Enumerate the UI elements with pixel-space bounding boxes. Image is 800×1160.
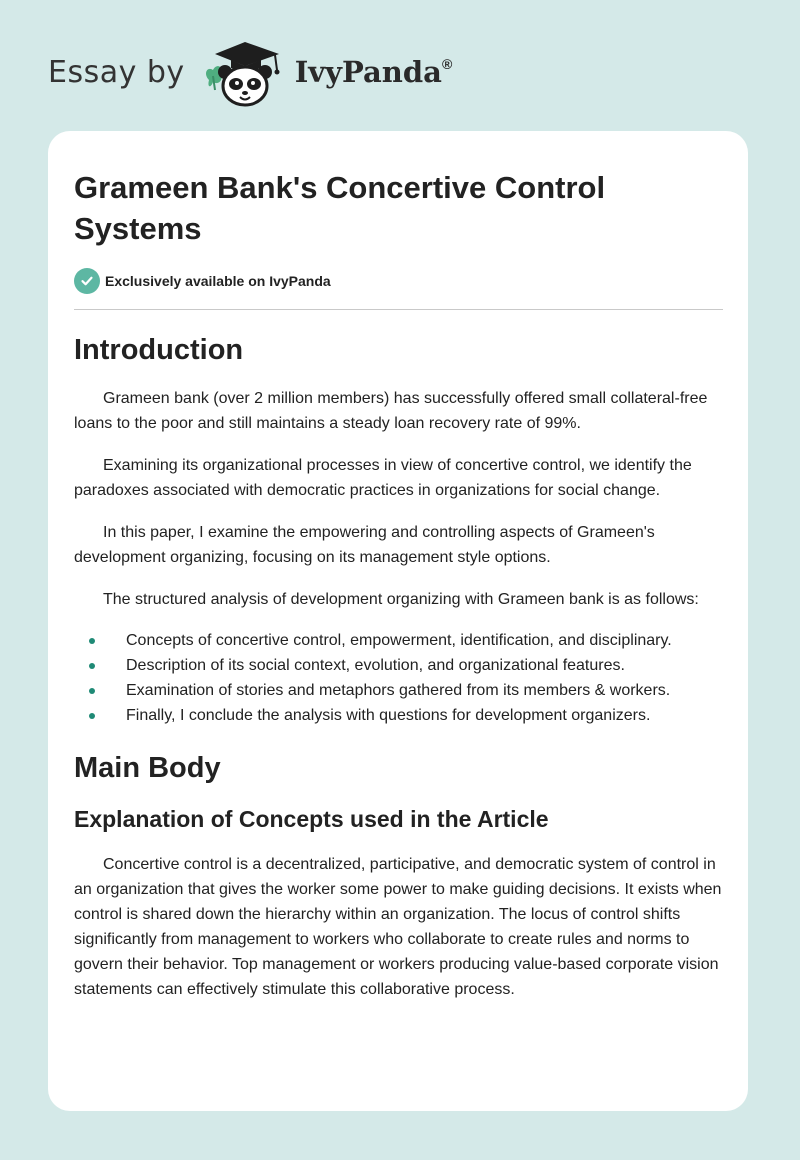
introduction-section (74, 332, 723, 728)
brand-name: IvyPanda (294, 55, 442, 89)
badge-label: Exclusively available on IvyPanda (105, 273, 331, 289)
brand-prefix: Essay by (48, 54, 185, 90)
paragraph: Grameen bank (over 2 million members) has successfully offered small collateral-free loans to the poor and still maintains a steady loan recovery rate of 99%. (74, 390, 708, 432)
section-heading-introduction: Introduction (74, 334, 244, 366)
article-card (48, 131, 748, 1111)
panda-logo-icon (199, 36, 291, 108)
paragraph: Concertive control is a decentralized, participative, and democratic system of control in an organization that gives the worker some power to make guiding decisions. It exists when control is shared down the hierarchy within an organization. The locus of control shifts significantly from management to workers who collaborate to create rules and norms to govern their behavior. Top management or workers producing value-based corporate vision statements can effectively stimulate this collaborative process. (74, 856, 722, 998)
list-item: Concepts of concertive control, empowerment, identification, and disciplinary. (74, 628, 723, 653)
bullet-list (74, 628, 723, 728)
paragraph: Examining its organizational processes in view of concertive control, we identify the paradoxes associated with democratic practices in organizations for social change. (74, 457, 692, 499)
registered-mark: ® (441, 56, 453, 72)
list-item: Examination of stories and metaphors gathered from its members & workers. (74, 678, 723, 703)
list-item: Description of its social context, evolution, and organizational features. (74, 653, 723, 678)
list-item: Finally, I conclude the analysis with questions for development organizers. (74, 703, 723, 728)
paragraph: In this paper, I examine the empowering and controlling aspects of Grameen's development organizing, focusing on its management style options. (74, 524, 655, 566)
article-title: Grameen Bank's Concertive Control Systems (74, 170, 606, 246)
brand-header (48, 36, 452, 108)
section-heading-main-body: Main Body (74, 752, 221, 784)
main-body-section (74, 750, 723, 1002)
subsection-heading: Explanation of Concepts used in the Article (74, 806, 549, 832)
availability-badge (74, 268, 723, 294)
divider (74, 309, 723, 310)
check-circle-icon (74, 268, 100, 294)
paragraph: The structured analysis of development organizing with Grameen bank is as follows: (103, 591, 699, 608)
